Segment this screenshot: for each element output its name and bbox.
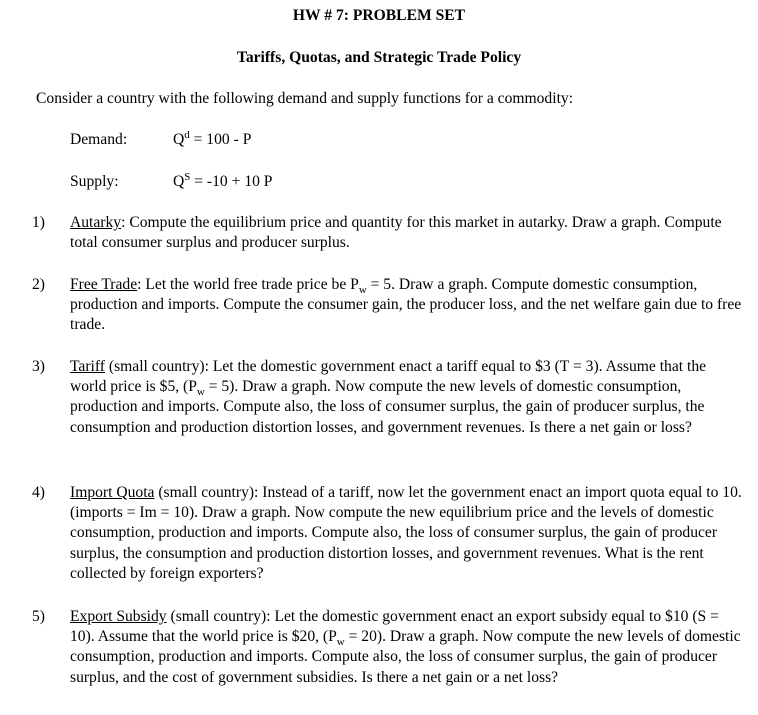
problem-body: : Compute the equilibrium price and quantity for this market in autarky. Draw a graph. Compute total consumer surplus and producer surplus. [70, 214, 722, 252]
problem-text [70, 213, 746, 253]
problem-topic: Autarky [70, 214, 122, 231]
supply-equation [173, 172, 272, 192]
problem-text [70, 357, 746, 438]
problem-topic: Export Subsidy [70, 608, 167, 625]
problem-topic: Import Quota [70, 484, 155, 501]
subscript: w [336, 636, 345, 649]
demand-label: Demand: [70, 131, 128, 148]
problem-number: 1) [32, 214, 45, 231]
demand-rhs: = 100 - P [189, 131, 252, 148]
problem-body: (small country): Let the domestic government enact a tariff equal to $3 (T = 3). Assume that the world price is $5, (P [70, 358, 707, 396]
problem-body: (small country): Let the domestic government enact an export subsidy equal to $10 (S = 10). Assume that the world price is $20, (P [70, 608, 719, 646]
supply-label: Supply: [70, 173, 119, 190]
problem-number: 5) [32, 608, 45, 625]
supply-lhs: Q [173, 173, 185, 190]
problem-topic: Free Trade [70, 276, 138, 293]
problem-number: 2) [32, 276, 45, 293]
subscript: w [196, 386, 205, 399]
demand-superscript: d [184, 128, 190, 141]
problem-body: = 5). Draw a graph. Now compute the new levels of domestic consumption, production and imports. Compute also, the loss of consumer surplus, the gain of producer surplus, the consumption and production distortion losses, and government revenues. Is there a net gain or loss? [70, 378, 705, 436]
subscript: w [358, 284, 367, 297]
problem-body: = 5. Draw a graph. Compute domestic consumption, production and imports. Compute the consumer gain, the producer loss, and the net welfare gain due to free trade. [70, 276, 742, 334]
supply-rhs: = -10 + 10 P [190, 173, 273, 190]
supply-superscript: S [184, 170, 191, 183]
page-subtitle: Tariffs, Quotas, and Strategic Trade Policy [236, 49, 522, 66]
demand-equation [173, 130, 251, 150]
problem-body: : Let the world free trade price be P [137, 276, 359, 293]
problem-body: (small country): Instead of a tariff, now let the government enact an import quota equal to 10. (imports = Im = 10). Draw a graph. Now compute the new equilibrium price and the levels of domestic consumption, production and imports. Compute also, the loss of consumer surplus, the gain of producer surplus, the consumption and production distortion losses, and government revenues. What is the rent collected by foreign exporters? [70, 484, 742, 582]
page-title: HW # 7: PROBLEM SET [292, 7, 466, 24]
problem-text [70, 483, 746, 584]
demand-lhs: Q [173, 131, 185, 148]
problem-text [70, 275, 746, 336]
problem-body: = 20). Draw a graph. Now compute the new levels of domestic consumption, production and imports. Compute also, the loss of consumer surplus, the gain of producer surplus, and the cost of government subsidies. Is there a net gain or a net loss? [70, 628, 741, 686]
problem-number: 4) [32, 484, 45, 501]
intro-paragraph: Consider a country with the following demand and supply functions for a commodity: [36, 90, 574, 107]
problem-text [70, 607, 746, 688]
problem-topic: Tariff [70, 358, 105, 375]
problem-number: 3) [32, 358, 45, 375]
